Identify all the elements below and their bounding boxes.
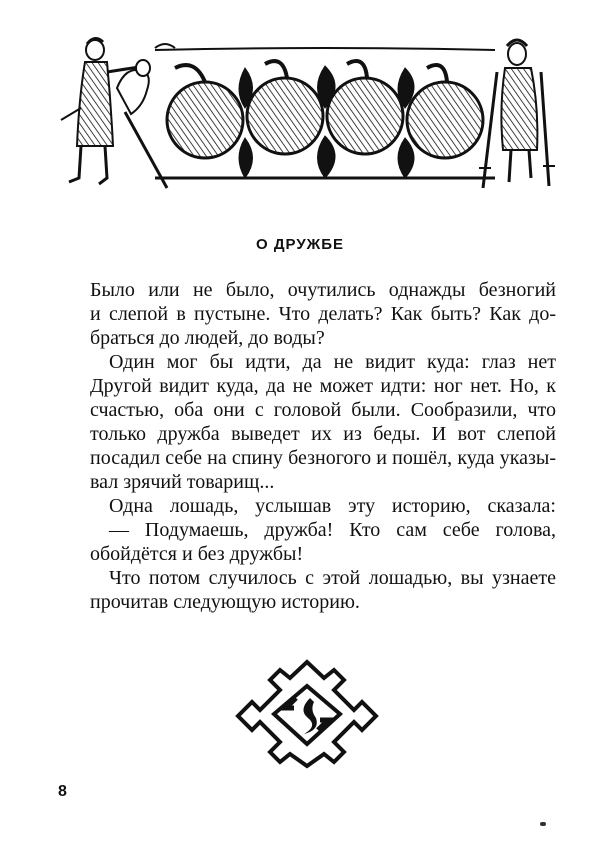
text-line: браться до людей, до воды? xyxy=(90,327,325,349)
text-line: Другой видит куда, да не может идти: ног нет. Но, к xyxy=(90,375,556,397)
text-line: Было или не было, очутились однажды безногий xyxy=(90,279,556,301)
text-line: и слепой в пустыне. Что делать? Как быть? Как до- xyxy=(90,303,556,325)
text-line: прочитав следующую историю. xyxy=(90,591,360,613)
text-line: счастью, оба они с головой были. Сообразили, что xyxy=(90,399,556,421)
print-speck xyxy=(540,822,546,826)
text-line: Что потом случилось с этой лошадью, вы узнаете xyxy=(109,567,556,589)
page-number: 8 xyxy=(58,783,67,800)
text-line: только дружба выведет их из беды. И вот слепой xyxy=(90,423,556,445)
text-line: вал зрячий товарищ... xyxy=(90,471,275,493)
header-illustration xyxy=(55,28,555,198)
footer-ornament xyxy=(234,658,380,770)
left-figure-illustration xyxy=(61,38,167,188)
text-line: обойдётся и без дружбы! xyxy=(90,543,304,565)
text-line: посадил себе на спину безногого и пошёл, куда указы- xyxy=(90,447,556,469)
ornament-band xyxy=(155,44,495,178)
story-title: О ДРУЖБЕ xyxy=(255,236,344,253)
text-line: Одна лошадь, услышав эту историю, сказала: xyxy=(109,495,556,517)
text-line: Один мог бы идти, да не видит куда: глаз нет xyxy=(109,351,556,373)
right-figure-illustration xyxy=(479,40,555,188)
text-line: — Подумаешь, дружба! Кто сам себе голова, xyxy=(109,519,556,541)
story-text xyxy=(90,278,556,614)
